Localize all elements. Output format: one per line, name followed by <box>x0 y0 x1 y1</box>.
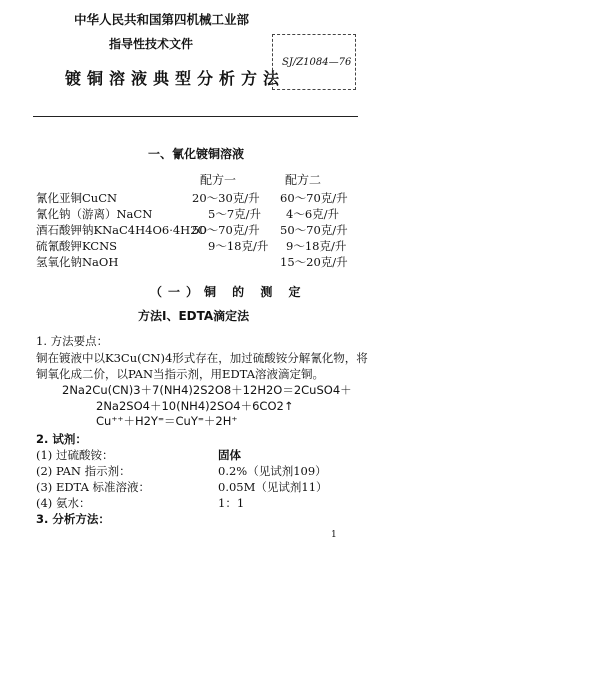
table-cell-v1: 5～7克/升 <box>208 207 262 221</box>
table-cell-name: 氰化亚铜CuCN <box>36 191 118 205</box>
document-type: 指导性技术文件 <box>109 37 194 51</box>
table-cell-name: 酒石酸钾钠KNaC4H4O6·4H2O <box>36 223 207 237</box>
table-cell-v2: 15～20克/升 <box>280 255 348 269</box>
method-title: 方法Ⅰ、EDTA滴定法 <box>138 309 250 323</box>
page-title: 镀铜溶液典型分析方法 <box>65 69 286 88</box>
table-cell-v1: 9～18克/升 <box>208 239 269 253</box>
reagent-name: (1) 过硫酸铵： <box>36 448 114 462</box>
document-code: SJ/Z1084—76 <box>282 57 352 68</box>
point-1-text-line: 铜在镀液中以K3Cu(CN)4形式存在，加过硫酸铵分解氰化物，将 <box>36 351 368 365</box>
table-cell-name: 氢氧化钠NaOH <box>36 255 119 269</box>
table-cell-v2: 60～70克/升 <box>280 191 348 205</box>
header-divider <box>33 116 358 117</box>
reagent-value: 0.2%（见试剂109） <box>218 464 327 478</box>
reagent-value: 固体 <box>218 448 241 462</box>
subsection-title: （一）铜 的 测 定 <box>150 285 307 299</box>
table-column-header-2: 配方二 <box>285 173 322 187</box>
table-cell-v2: 50～70克/升 <box>280 223 348 237</box>
reagent-name: (2) PAN 指示剂： <box>36 464 131 478</box>
table-cell-v1: 20～30克/升 <box>192 191 260 205</box>
point-1-text-line: 铜氧化成二价，以PAN当指示剂，用EDTA溶液滴定铜。 <box>36 367 325 381</box>
reagent-value: 1：1 <box>218 496 245 510</box>
equation-line: 2Na2Cu(CN)3＋7(NH4)2S2O8＋12H2O＝2CuSO4＋ <box>62 383 352 397</box>
table-cell-name: 硫氰酸钾KCNS <box>36 239 118 253</box>
issuing-organization: 中华人民共和国第四机械工业部 <box>74 12 250 27</box>
reagent-name: (4) 氨水： <box>36 496 91 510</box>
reagent-value: 0.05M（见试剂11） <box>218 480 328 494</box>
equation-line: 2Na2SO4＋10(NH4)2SO4＋6CO2↑ <box>96 399 294 413</box>
table-cell-v2: 4～6克/升 <box>286 207 340 221</box>
reagent-name: (3) EDTA 标准溶液： <box>36 480 151 494</box>
table-cell-v1: 50～70克/升 <box>192 223 260 237</box>
table-cell-v2: 9～18克/升 <box>286 239 347 253</box>
point-1-heading: 1. 方法要点： <box>36 334 109 348</box>
section-title: 一、氰化镀铜溶液 <box>148 147 245 161</box>
equation-line: Cu⁺⁺＋H2Y⁼＝CuY⁼＋2H⁺ <box>96 414 238 428</box>
page-number: 1 <box>331 530 337 540</box>
table-cell-name: 氰化钠（游离）NaCN <box>36 207 153 221</box>
point-3-heading: 3. 分析方法： <box>36 512 110 526</box>
point-2-heading: 2. 试剂： <box>36 432 87 446</box>
table-column-header-1: 配方一 <box>200 173 237 187</box>
